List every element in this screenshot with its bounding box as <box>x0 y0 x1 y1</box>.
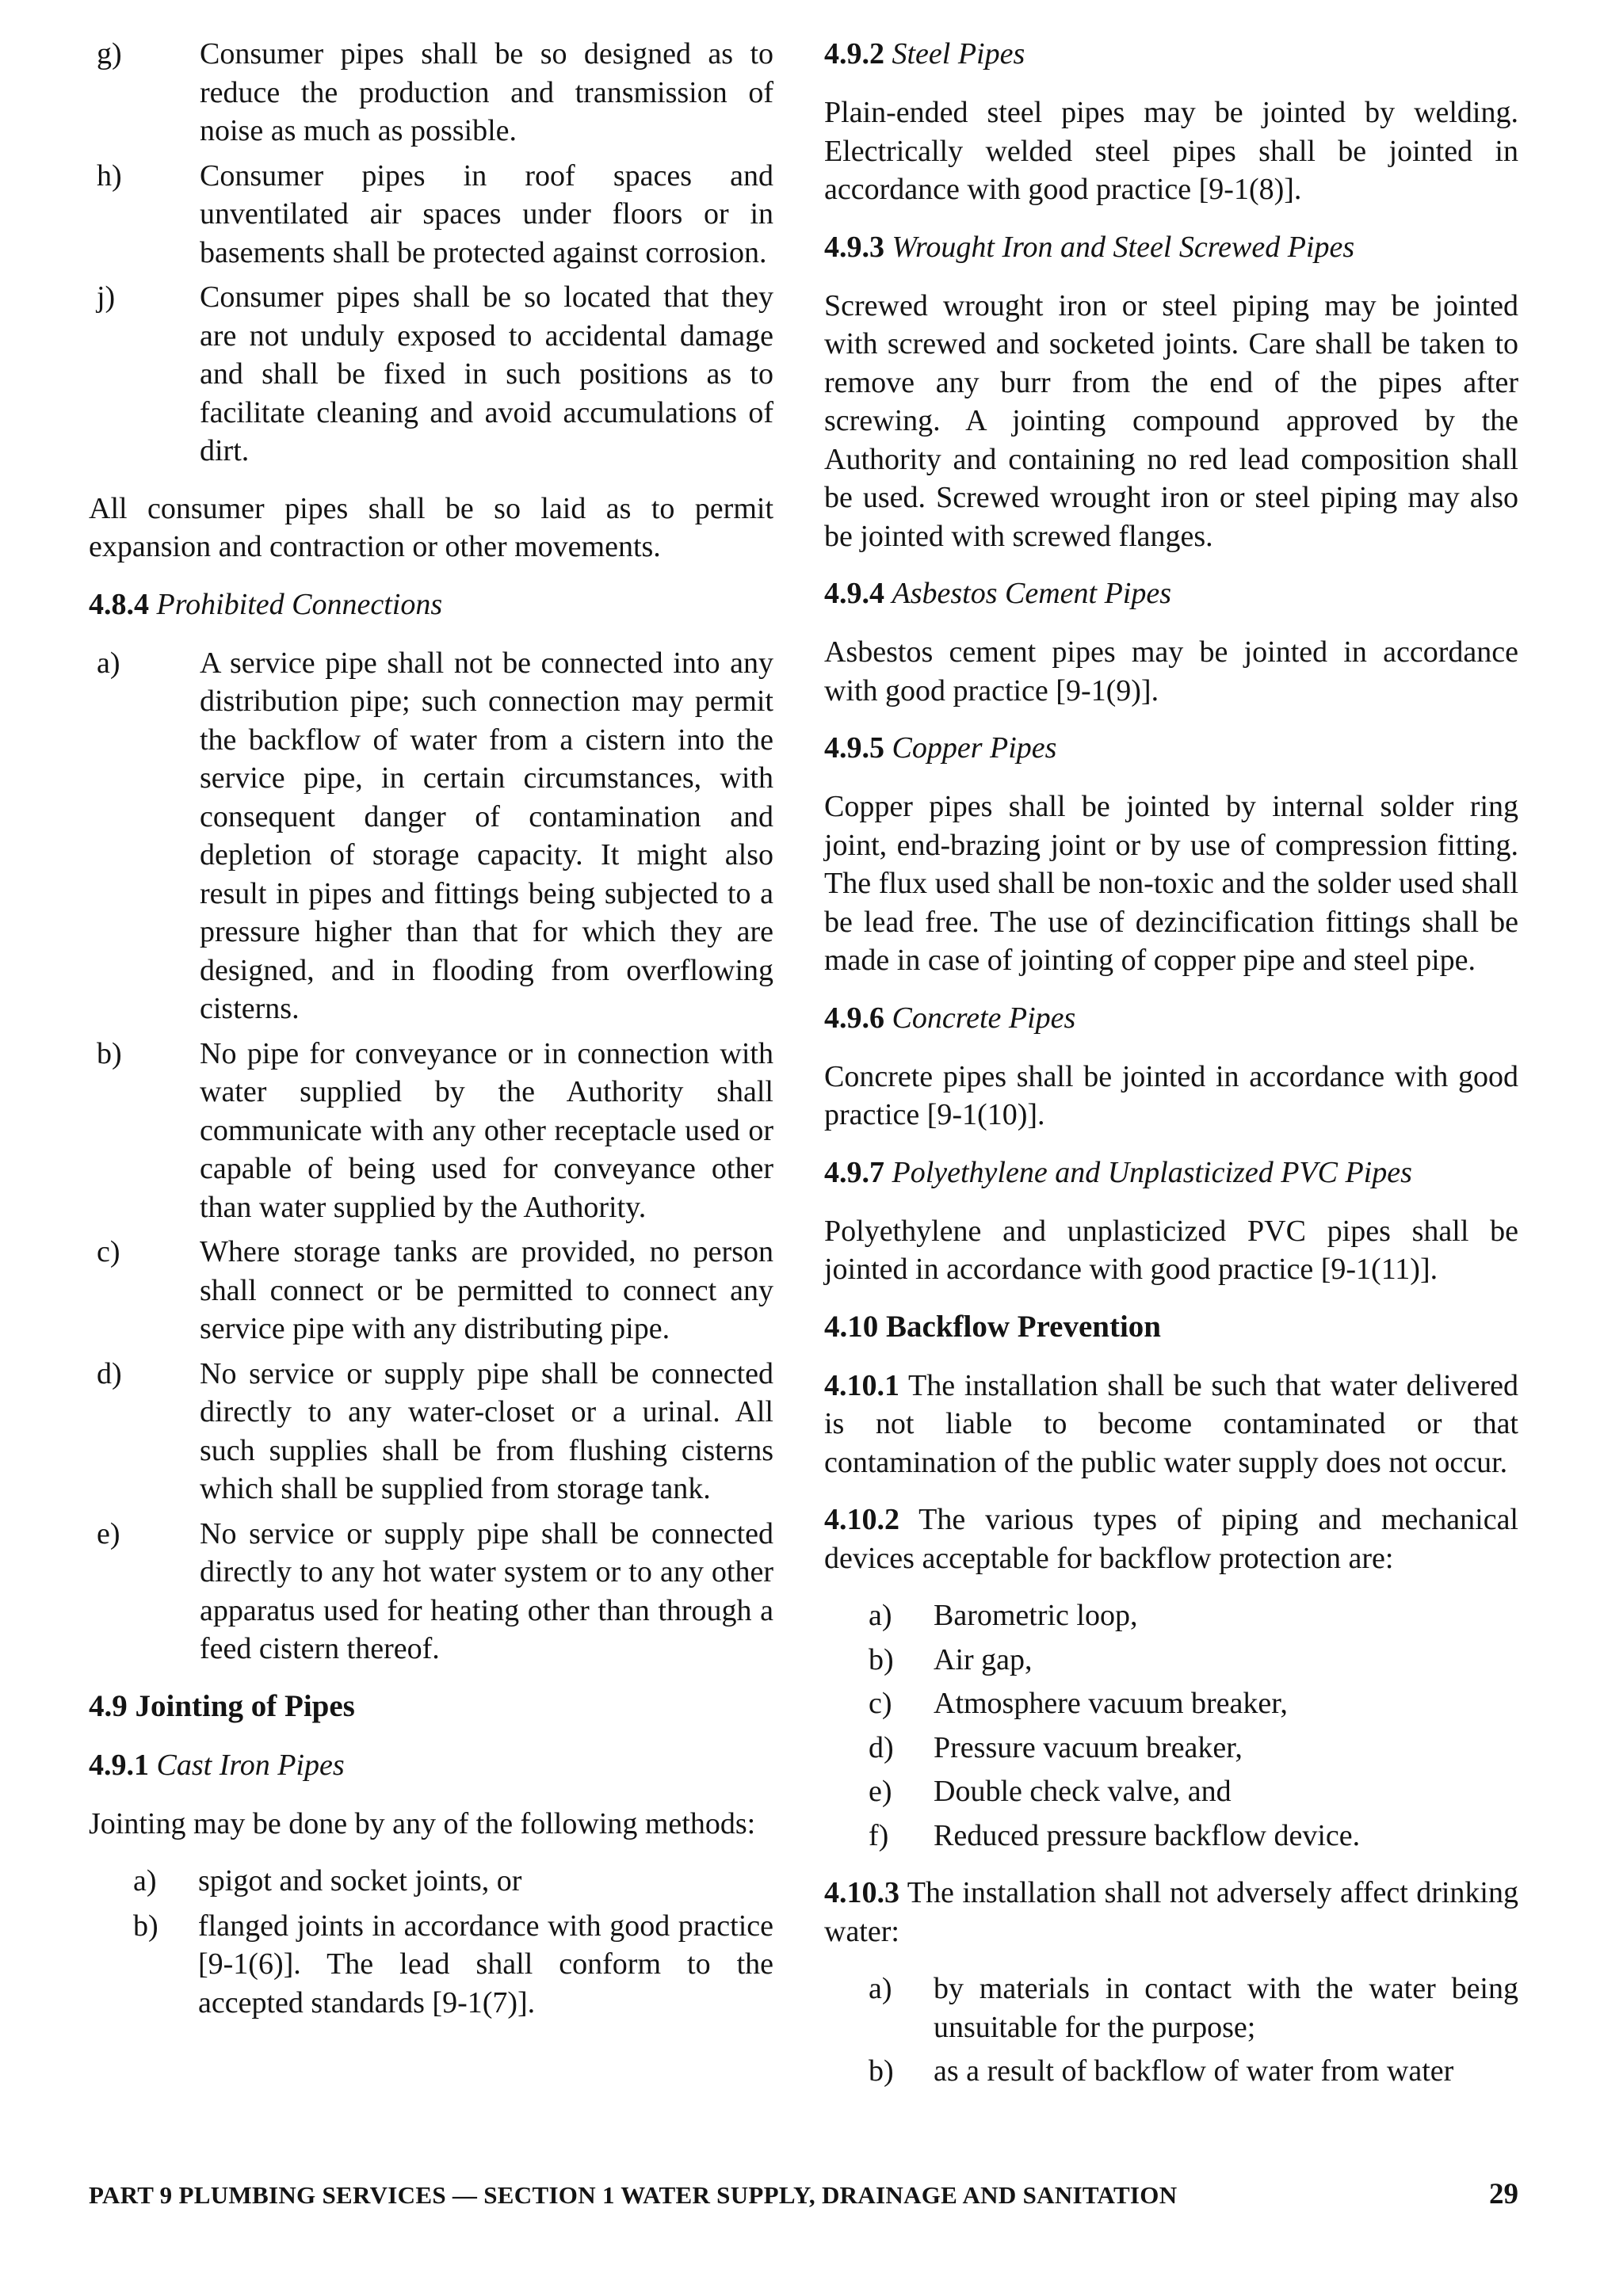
paragraph: Copper pipes shall be jointed by internal solder ring joint, end-brazing joint or by use of compression fitting. The flux used shall be non-toxic and the solder used shall be lead free. The use of dezincification fittings shall be made in case of jointing of copper pipe and steel pipe. <box>824 790 1518 977</box>
clause-number: 4.10.2 <box>824 1503 899 1536</box>
section-heading-4-8-4 <box>89 585 773 624</box>
backflow-devices-list <box>861 1596 1518 1855</box>
item-label: b) <box>869 1642 894 1676</box>
list-item <box>861 2052 1518 2091</box>
drinking-water-list <box>861 1970 1518 2091</box>
item-label: a) <box>869 1972 892 2005</box>
item-text: Air gap, <box>934 1642 1033 1676</box>
item-label: f) <box>869 1818 889 1852</box>
jointing-methods-list <box>125 1862 773 2022</box>
section-title: Steel Pipes <box>892 37 1025 71</box>
section-number: 4.9.7 <box>824 1155 884 1189</box>
item-label: d) <box>869 1730 894 1764</box>
clause-text: The installation shall not adversely affect drinking water: <box>824 1876 1518 1948</box>
item-text: flanged joints in accordance with good practice [9-1(6)]. The lead shall conform to the accepted standards [9-1(7)]. <box>198 1909 773 2019</box>
section-title: Concrete Pipes <box>892 1001 1076 1035</box>
section-heading-4-9-1 <box>89 1746 773 1784</box>
section-number: 4.9.4 <box>824 577 884 610</box>
item-text: spigot and socket joints, or <box>198 1864 522 1897</box>
list-item <box>89 1035 773 1227</box>
section-heading-4-9-6 <box>824 999 1518 1037</box>
list-item <box>89 35 773 151</box>
section-title: Copper Pipes <box>892 731 1057 765</box>
list-item <box>861 1684 1518 1723</box>
item-text: No service or supply pipe shall be connected directly to any water-closet or a urinal. All such supplies shall be from flushing cisterns which shall be supplied from storage tank. <box>200 1356 773 1505</box>
page-number: 29 <box>1489 2178 1518 2210</box>
item-label: c) <box>869 1687 892 1720</box>
section-number: 4.9.5 <box>824 731 884 765</box>
clause-text: The installation shall be such that water delivered is not liable to become contaminated or that contamination of the public water supply does not occur. <box>824 1368 1518 1479</box>
item-text: Consumer pipes shall be so located that they are not unduly exposed to accidental damage and shall be fixed in such positions as to facilitate cleaning and avoid accumulations of dirt. <box>200 280 773 467</box>
list-item <box>89 644 773 1028</box>
section-number: 4.9.6 <box>824 1001 884 1035</box>
list-item <box>861 1641 1518 1680</box>
left-column <box>89 35 773 2041</box>
item-text: Barometric loop, <box>934 1599 1138 1632</box>
item-text: Where storage tanks are provided, no person shall connect or be permitted to connect any service pipe with any distributing pipe. <box>200 1235 773 1345</box>
paragraph <box>824 1874 1518 1951</box>
list-item <box>861 1970 1518 2046</box>
section-title: Prohibited Connections <box>156 587 443 621</box>
paragraph <box>824 1501 1518 1577</box>
item-text: by materials in contact with the water being unsuitable for the purpose; <box>934 1972 1518 2044</box>
item-text: No pipe for conveyance or in connection with water supplied by the Authority shall communicate with any other receptacle used or capable of being used for conveyance other than water supplied by the Authority. <box>200 1036 773 1224</box>
paragraph: Concrete pipes shall be jointed in accordance with good practice [9-1(10)]. <box>824 1059 1518 1131</box>
item-text: Pressure vacuum breaker, <box>934 1730 1243 1764</box>
list-item <box>125 1862 773 1901</box>
item-label: a) <box>869 1599 892 1632</box>
page-footer <box>89 2177 1518 2211</box>
section-heading-4-9: 4.9 Jointing of Pipes <box>89 1688 355 1723</box>
section-title: Polyethylene and Unplasticized PVC Pipes <box>892 1155 1412 1189</box>
list-item <box>89 278 773 471</box>
clause-number: 4.10.1 <box>824 1368 899 1402</box>
list-item <box>89 157 773 273</box>
item-label: e) <box>97 1516 120 1550</box>
section-number: 4.8.4 <box>89 587 149 621</box>
item-label: c) <box>97 1235 120 1268</box>
item-label: a) <box>133 1864 157 1897</box>
section-heading-4-10: 4.10 Backflow Prevention <box>824 1309 1162 1344</box>
section-heading-4-9-4 <box>824 574 1518 612</box>
item-text: No service or supply pipe shall be connected directly to any hot water system or to any other apparatus used for heating other than through a feed cistern thereof. <box>200 1516 773 1665</box>
paragraph: Screwed wrought iron or steel piping may be jointed with screwed and socketed joints. Care shall be taken to remove any burr from the end of the pipes after screwing. A jointing compound approved by the Authority and containing no red lead composition shall be used. Screwed wrought iron or steel piping may also be jointed with screwed flanges. <box>824 288 1518 553</box>
section-title: Cast Iron Pipes <box>156 1748 345 1782</box>
item-label: b) <box>97 1036 122 1070</box>
item-label: e) <box>869 1775 892 1808</box>
list-item <box>861 1596 1518 1635</box>
item-text: Consumer pipes in roof spaces and unventilated air spaces under floors or in basements shall be protected against corrosion. <box>200 158 773 269</box>
list-item <box>125 1907 773 2023</box>
item-label: h) <box>97 158 122 193</box>
paragraph: All consumer pipes shall be so laid as to permit expansion and contraction or other movements. <box>89 491 773 563</box>
item-text: Atmosphere vacuum breaker, <box>934 1687 1288 1720</box>
item-text: Double check valve, and <box>934 1775 1232 1808</box>
clause-text: The various types of piping and mechanical devices acceptable for backflow protection are: <box>824 1503 1518 1575</box>
paragraph: Jointing may be done by any of the following methods: <box>89 1806 756 1840</box>
paragraph: Plain-ended steel pipes may be jointed by welding. Electrically welded steel pipes shall be jointed in accordance with good practice [9-1(8)]. <box>824 96 1518 206</box>
right-column <box>824 35 1518 2110</box>
item-label: d) <box>97 1356 122 1390</box>
item-label: j) <box>97 280 116 314</box>
section-title: Asbestos Cement Pipes <box>892 577 1172 610</box>
section-number: 4.9.3 <box>824 230 884 264</box>
item-label: b) <box>869 2054 894 2088</box>
item-text: as a result of backflow of water from water <box>934 2054 1454 2088</box>
item-text: A service pipe shall not be connected into any distribution pipe; such connection may permit the backflow of water from a cistern into the service pipe, in certain circumstances, with consequent danger of contamination and depletion of storage capacity. It might also result in pipes and fittings being subjected to a pressure higher than that for which they are designed, and in flooding from overflowing cisterns. <box>200 646 773 1025</box>
section-number: 4.9.2 <box>824 37 884 71</box>
paragraph: Polyethylene and unplasticized PVC pipes shall be jointed in accordance with good practice [9-1(11)]. <box>824 1214 1518 1286</box>
prohibited-connections-list <box>89 644 773 1669</box>
list-item <box>861 1772 1518 1811</box>
item-text: Consumer pipes shall be so designed as to reduce the production and transmission of noise as much as possible. <box>200 37 773 147</box>
footer-title: PART 9 PLUMBING SERVICES — SECTION 1 WATER SUPPLY, DRAINAGE AND SANITATION <box>89 2181 1178 2209</box>
item-label: b) <box>133 1909 158 1943</box>
list-item <box>89 1233 773 1348</box>
section-number: 4.9.1 <box>89 1748 149 1782</box>
item-label: a) <box>97 646 120 680</box>
section-title: Wrought Iron and Steel Screwed Pipes <box>892 230 1355 264</box>
list-item <box>89 1515 773 1669</box>
section-heading-4-9-2 <box>824 35 1518 73</box>
item-label: g) <box>97 37 122 71</box>
list-item <box>89 1355 773 1508</box>
section-heading-4-9-7 <box>824 1154 1518 1192</box>
paragraph: Asbestos cement pipes may be jointed in accordance with good practice [9-1(9)]. <box>824 635 1518 707</box>
section-heading-4-9-5 <box>824 729 1518 767</box>
clause-number: 4.10.3 <box>824 1876 899 1909</box>
consumer-pipes-list <box>89 35 773 471</box>
paragraph <box>824 1367 1518 1482</box>
list-item <box>861 1729 1518 1768</box>
list-item <box>861 1817 1518 1855</box>
item-text: Reduced pressure backflow device. <box>934 1818 1361 1852</box>
section-heading-4-9-3 <box>824 228 1518 266</box>
